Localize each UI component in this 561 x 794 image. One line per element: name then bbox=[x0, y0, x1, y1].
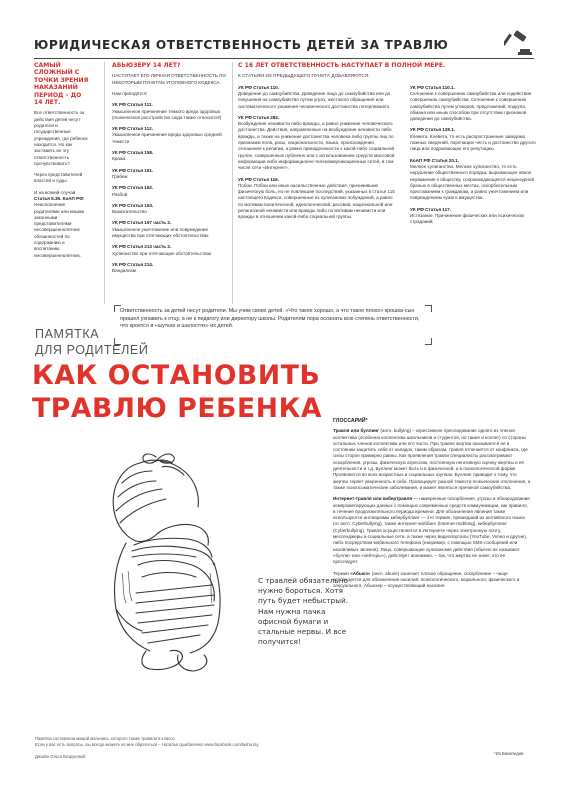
glossary-source-note: *Из Википедии bbox=[494, 751, 524, 756]
law-text: Неисполнение родителями или иными законными представителями несовершеннолетних обязанностей по содержанию и воспитанию несовершеннолетних. bbox=[34, 202, 85, 258]
quote-corner bbox=[425, 305, 432, 312]
paragraph: Через представителей властей и суды. bbox=[34, 172, 83, 184]
law-title: УК РФ Статья 111. bbox=[112, 102, 153, 108]
page-header bbox=[34, 34, 534, 56]
main-title-line: ТРАВЛЮ РЕБЕНКА bbox=[32, 393, 323, 424]
column-16-years bbox=[238, 62, 538, 231]
law-title: УК РФ Статья 110. bbox=[238, 84, 279, 90]
glossary-entry bbox=[333, 496, 531, 565]
glossary-entry bbox=[333, 571, 531, 590]
law-title: УК РФ Статья 213 часть 2. bbox=[112, 244, 172, 250]
law-text: Вымогательство bbox=[112, 209, 147, 215]
law-item bbox=[410, 85, 538, 123]
designer-credit: Дизайн Ольги Безруковой bbox=[35, 753, 86, 759]
paragraph bbox=[34, 190, 90, 259]
column-divider bbox=[104, 62, 105, 304]
column-heading: АБЬЮЗЕРУ 14 ЛЕТ? bbox=[112, 62, 181, 69]
law-text: Клевета. Клевета, то есть распространение заведомо ложных сведений, порочащих честь и достоинство другого лица или подрывающих его репутацию. bbox=[410, 133, 536, 152]
footer-line: Памятка составлена мамой мальчика, которого также травили в классе. bbox=[35, 736, 176, 741]
law-title: УК РФ Статья 161. bbox=[112, 167, 154, 173]
law-title: УК РФ Статья 163. bbox=[112, 202, 154, 208]
column-14-years bbox=[112, 62, 226, 280]
law-text: Грабеж bbox=[112, 173, 128, 179]
memo-audience: ДЛЯ РОДИТЕЛЕЙ bbox=[35, 343, 149, 357]
law-title: УК РФ Статья 214. bbox=[112, 261, 154, 267]
glossary-definition: (англ. abuse) означает плохое обращение, оскорбление – чаще используется для обозначения насилия: психологического, морального, физического и сексуального. Абьюзер – осуществляющий насилие. bbox=[333, 570, 520, 589]
memo-label: ПАМЯТКА bbox=[35, 327, 100, 341]
law-item bbox=[410, 207, 538, 226]
column-under-14 bbox=[34, 62, 90, 264]
law-list-right bbox=[410, 85, 538, 231]
glossary-term: Травля или буллинг bbox=[333, 428, 380, 434]
law-text: Побои. Побои или иные насильственные действия, причинившие физическую боль, но не повлекшие последствий, указанных в статье 115 настоящего Кодекса, совершенные из хулиганских побуждений, а равно по мотивам политической, идеологической, расовой, национальной или религиозной ненависти или вражды либо по мотивам ненависти или вражды в отношении какой-либо социальной группы. bbox=[238, 182, 395, 220]
law-text: Склонение к совершению самоубийства или содействие совершению самоубийства. Склонение к совершению самоубийства путем уговоров, предложений, подкупа, обмана или иным способом при отсутствии признаков доведения до самоубийства. bbox=[410, 91, 532, 122]
law-title: УК РФ Статья 117. bbox=[410, 206, 451, 212]
glossary-definition: — намеренные оскорбления, угрозы и обнародование компрометирующих данных с помощью современных средств коммуникации, как правило, в течение продолжительного периода времени. Для обозначения явления также используются англицизмы кибербуллинг — это термин, пришедший из английского языка (от англ. Cyberbullying), также интернет-моббинг (Internet-mobbing), кибербуллинг (Cyberbullying). Травля осуществляется в Интернете через электронную почту, мессенджеры и социальные сети, а также через видеопорталы (YouTube, Vimeo и другие), либо посредством мобильного телефона (например, с помощью SMS-сообщений или назойливых звонков). Лицо, совершающее хулиганские действия (обычно их называют «булли» или «хейтеры»), действует анонимно, – так, что жертва не знает, кто ее преследует. bbox=[333, 496, 530, 565]
quote-text: Ответственность за детей несут родители. Мы учим своих детей. «Что такое хорошо, а что такое плохо» крошка-сын пришел узнавать к отцу, а не к педагогу или директору школы. Родителям пора осознать всю степень ответственности, что кроется в «шутках и шалостях» их детей. bbox=[120, 308, 420, 330]
law-item bbox=[112, 244, 226, 257]
law-item bbox=[410, 158, 538, 202]
glossary-term: «Абьюз» bbox=[350, 570, 371, 576]
law-text: Вандализм bbox=[112, 268, 136, 274]
law-title: УК РФ Статья 167 часть 2. bbox=[112, 220, 172, 226]
law-text: Умышленное причинение тяжкого вреда здоровью (психическое расстройство сюда также относится!) bbox=[112, 108, 222, 120]
law-title: УК РФ Статья 116. bbox=[238, 176, 279, 182]
quote-box bbox=[114, 305, 432, 345]
column-subheading: Нам пригодятся: bbox=[112, 91, 148, 96]
column-divider bbox=[232, 62, 233, 304]
law-item bbox=[112, 168, 226, 181]
crying-girl-illustration bbox=[92, 453, 242, 679]
law-columns bbox=[238, 85, 538, 231]
law-item bbox=[238, 177, 396, 221]
law-item bbox=[410, 127, 538, 152]
law-text: Кража bbox=[112, 156, 126, 162]
footer bbox=[35, 736, 375, 759]
law-title: КоАП РФ Статья 20.1. bbox=[410, 157, 460, 163]
main-title bbox=[32, 359, 322, 425]
column-heading: С 16 ЛЕТ ОТВЕТСТВЕННОСТЬ НАСТУПАЕТ В ПОЛНОЙ МЕРЕ. bbox=[238, 62, 446, 69]
column-intro: НАСТУПАЕТ ЕГО ЛИЧНАЯ ОТВЕТСТВЕННОСТЬ ПО НЕКОТОРЫМ ПУНКТАМ УГОЛОВНОГО КОДЕКСА. bbox=[112, 73, 226, 85]
law-list-left bbox=[238, 85, 396, 231]
law-item bbox=[238, 115, 396, 172]
law-item bbox=[112, 102, 226, 121]
law-text: Хулиганство при отягчающих обстоятельствах bbox=[112, 250, 212, 256]
law-text: Разбой bbox=[112, 191, 128, 197]
law-reference: Статья 5.35. КоАП РФ: bbox=[34, 196, 85, 201]
law-text: Доведение до самоубийства. Доведение лица до самоубийства или до покушения на самоубийство путем угроз, жестокого обращения или систематического унижения человеческого достоинства потерпевшего. bbox=[238, 91, 391, 109]
glossary-term: Интернет-травля или кибертравля bbox=[333, 496, 413, 502]
column-heading: САМЫЙ СЛОЖНЫЙ С ТОЧКИ ЗРЕНИЯ НАКАЗАНИЙ ПЕРИОД – ДО 14 ЛЕТ. bbox=[34, 62, 89, 107]
footer-contact: Если у вас есть вопросы, вы всегда можете ко мне обратиться – Наталья Цыкбаленко www.facebook.com/tasha.tsy. bbox=[35, 741, 260, 747]
column-intro: К СТАТЬЯМ ИЗ ПРЕДЫДУЩЕГО ПУНКТА ДОБАВЛЯЮТСЯ: bbox=[238, 73, 370, 79]
law-item bbox=[112, 185, 226, 198]
lead-text: И на всякий случай bbox=[34, 189, 76, 195]
quote-corner bbox=[425, 338, 432, 345]
law-item bbox=[112, 262, 226, 275]
law-title: УК РФ Статья 158. bbox=[112, 150, 154, 156]
law-item bbox=[112, 220, 226, 239]
law-title: УК РФ Статья 128.1. bbox=[410, 127, 456, 133]
law-text: Мелкое хулиганство. Мелкое хулиганство, то есть нарушение общественного порядка, выражающее явное неуважение к обществу, сопровождающееся нецензурной бранью в общественных местах, оскорбительным приставанием к гражданам, а равно уничтожением или повреждением чужого имущества. bbox=[410, 163, 535, 201]
law-title: УК РФ Статья 110.1. bbox=[410, 84, 455, 90]
law-item bbox=[238, 85, 396, 110]
page-title: ЮРИДИЧЕСКАЯ ОТВЕТСТВЕННОСТЬ ДЕТЕЙ ЗА ТРАВЛЮ bbox=[34, 38, 449, 52]
gavel-icon bbox=[504, 30, 534, 58]
glossary-lead: Термин bbox=[333, 570, 351, 576]
law-item bbox=[112, 203, 226, 216]
header-divider bbox=[34, 58, 534, 59]
support-message: С травлей обязательно нужно бороться. Хотя путь будет небыстрый. Нам нужна пачка офисной бумаги и стальные нервы. И все получится! bbox=[258, 576, 349, 647]
glossary-definition: (англ. bullying) – агрессивное преследование одного из членов коллектива (особенно коллектива школьников и студентов, но также и коллег) со стороны остальных членов коллектива или его части. При травле жертва оказывается не в состоянии защитить себя от нападок, таким образом, травля отличается от конфликта, где силы сторон примерно равны. Как проявления травли специалисты рассматривают оскорбления, угрозы, физическую агрессию, постоянную негативную оценку жертвы и её деятельности и т.д. Буллинг может быть и в физической, и в психологической форме. Проявляется во всех возрастных и социальных группах. Буллинг приводит к тому, что жертва теряет уверенность в себе. Провоцирует разной тяжести психические отклонения, а также психосоматические заболевания, и может являться причиной самоубийства. bbox=[333, 428, 531, 490]
main-title-line: КАК ОСТАНОВИТЬ bbox=[32, 360, 321, 391]
law-text: Умышленное причинение вреда здоровью средней тяжести bbox=[112, 132, 222, 144]
law-title: УК РФ Статья 162. bbox=[112, 185, 154, 191]
glossary-entry bbox=[333, 428, 531, 491]
law-item bbox=[112, 150, 226, 163]
law-text: Возбуждение ненависти либо вражды, а равно унижение человеческого достоинства. Действия, направленные на возбуждение ненависти либо вражды, а также на унижение достоинства человека либо группы лиц по признакам пола, расы, национальности, языка, происхождения, отношения к религии, а равно принадлежности к какой-либо социальной группе, совершенные публично или с использованием средств массовой информации либо информационно-телекоммуникационных сетей, в том числе сети «Интернет». bbox=[238, 121, 395, 171]
law-item bbox=[112, 126, 226, 145]
paragraph: Все ответственность за действия детей несут родители и государственные учреждения, где ребенок находится. Но как заставить их эту ответственность прочувствовать? bbox=[34, 110, 88, 166]
glossary bbox=[333, 418, 531, 594]
quote-corner bbox=[114, 305, 121, 312]
glossary-title: ГЛОССАРИЙ* bbox=[333, 418, 368, 424]
law-text: Истязание. Причинение физических или психических страданий. bbox=[410, 213, 525, 225]
law-text: Умышленное уничтожение или повреждение имущества при отягчающих обстоятельствах bbox=[112, 226, 209, 239]
law-title: УК РФ Статья 282. bbox=[238, 114, 280, 120]
law-title: УК РФ Статья 112. bbox=[112, 126, 153, 132]
